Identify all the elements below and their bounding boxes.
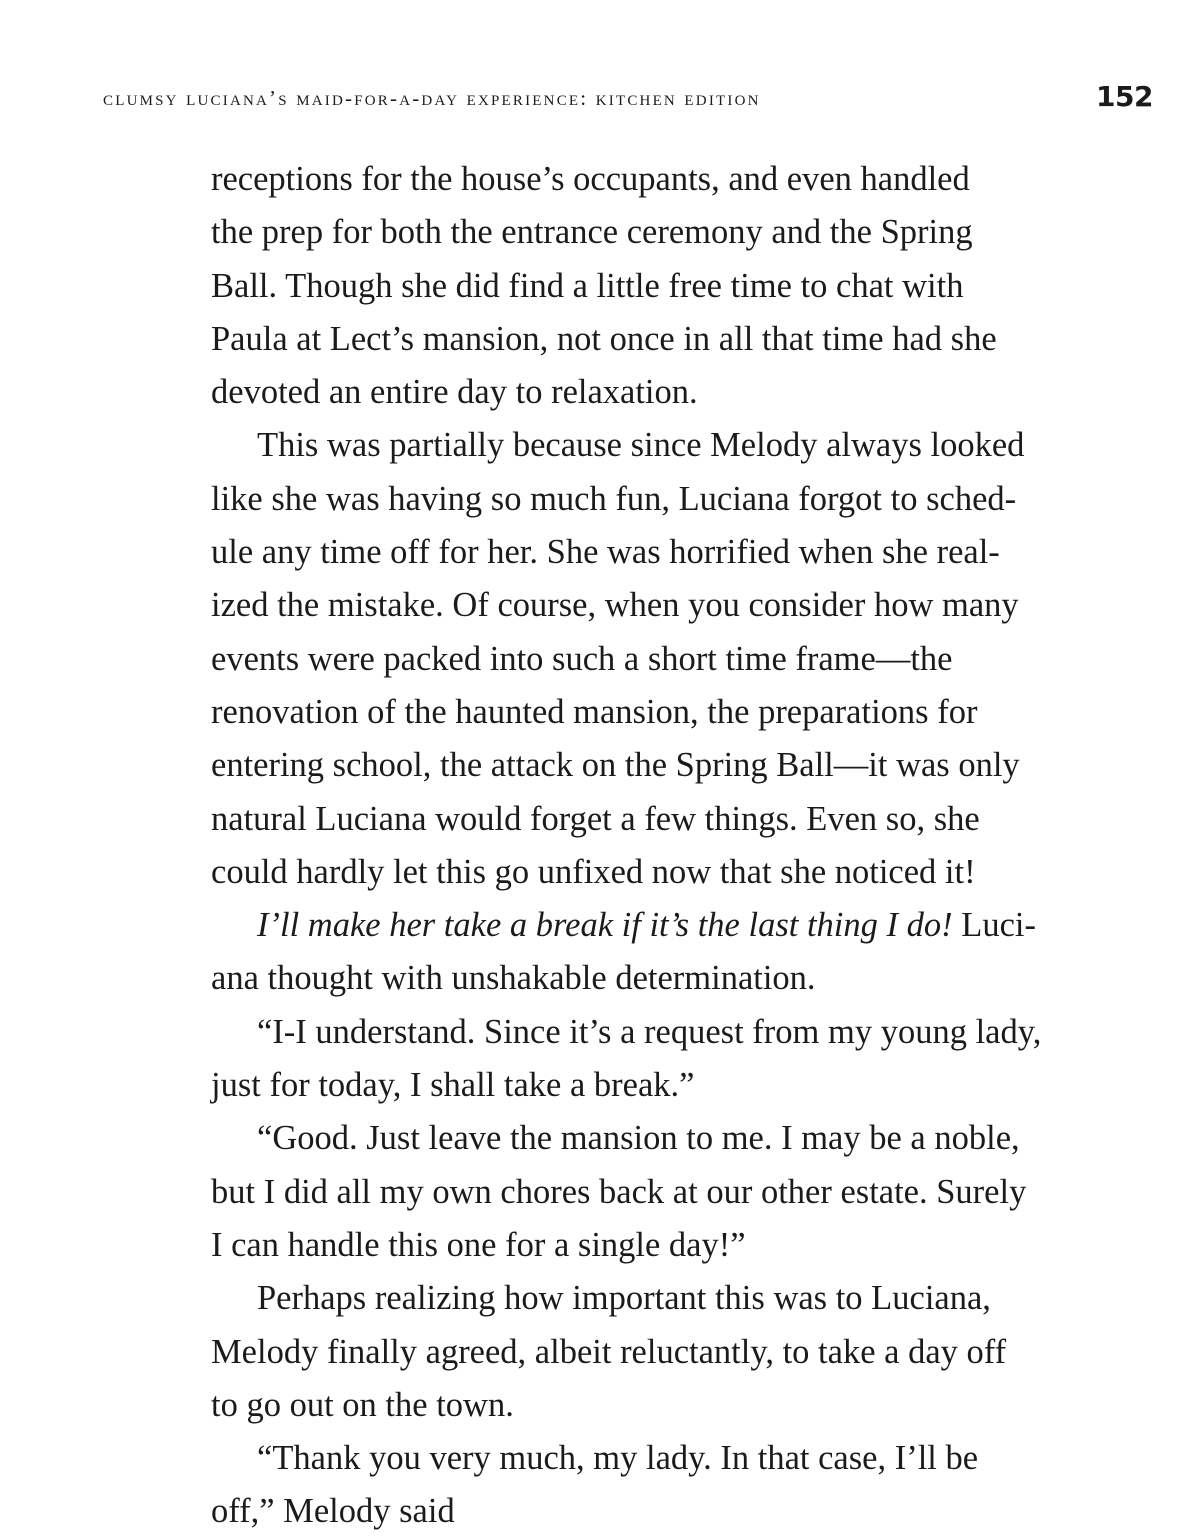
page-number: 152 — [1096, 80, 1153, 113]
text-line: renovation of the haunted mansion, the preparations for — [211, 692, 978, 731]
text-fragment: Luci- — [952, 906, 1036, 945]
text-line: could hardly let this go unfixed now that she noticed it! — [211, 852, 976, 891]
text-line: devoted an entire day to relaxation. — [211, 373, 698, 412]
text-line: to go out on the town. — [211, 1385, 514, 1424]
text-line: events were packed into such a short time frame—the — [211, 639, 953, 678]
text-line: just for today, I shall take a break.” — [211, 1066, 695, 1105]
paragraph-start-line: “Good. Just leave the mansion to me. I may be a noble, — [257, 1119, 1020, 1158]
paragraph-start-line — [211, 899, 1061, 952]
text-line: Paula at Lect’s mansion, not once in all that time had she — [211, 319, 997, 358]
text-line: entering school, the attack on the Spring Ball—it was only — [211, 746, 1020, 785]
paragraph-start-line: This was partially because since Melody always looked — [257, 426, 1025, 465]
text-line: Ball. Though she did find a little free time to chat with — [211, 266, 964, 305]
text-line: like she was having so much fun, Luciana forgot to sched- — [211, 479, 1017, 518]
text-line: natural Luciana would forget a few things. Even so, she — [211, 799, 980, 838]
text-line: I can handle this one for a single day!” — [211, 1225, 746, 1264]
text-line: the prep for both the entrance ceremony and the Spring — [211, 213, 973, 252]
text-line: Melody finally agreed, albeit reluctantly, to take a day off — [211, 1332, 1007, 1371]
text-line: ized the mistake. Of course, when you consider how many — [211, 586, 1019, 625]
cut-off-line: off,” Melody said — [211, 1492, 455, 1531]
text-line: ana thought with unshakable determination. — [211, 959, 816, 998]
italic-thought: I’ll make her take a break if it’s the last thing I do! — [257, 906, 953, 945]
paragraph-start-line: “Thank you very much, my lady. In that case, I’ll be — [257, 1439, 979, 1478]
paragraph-start-line: “I-I understand. Since it’s a request from my young lady, — [257, 1012, 1042, 1051]
text-line: receptions for the house’s occupants, and even handled — [211, 160, 970, 198]
paragraph-start-line: Perhaps realizing how important this was to Luciana, — [257, 1279, 991, 1318]
text-line: but I did all my own chores back at our other estate. Surely — [211, 1172, 1027, 1211]
text-line: ule any time off for her. She was horrified when she real- — [211, 533, 1000, 572]
body-text — [211, 153, 1061, 1531]
running-head-title: clumsy luciana’s maid-for-a-day experience: kitchen edition — [103, 86, 761, 110]
